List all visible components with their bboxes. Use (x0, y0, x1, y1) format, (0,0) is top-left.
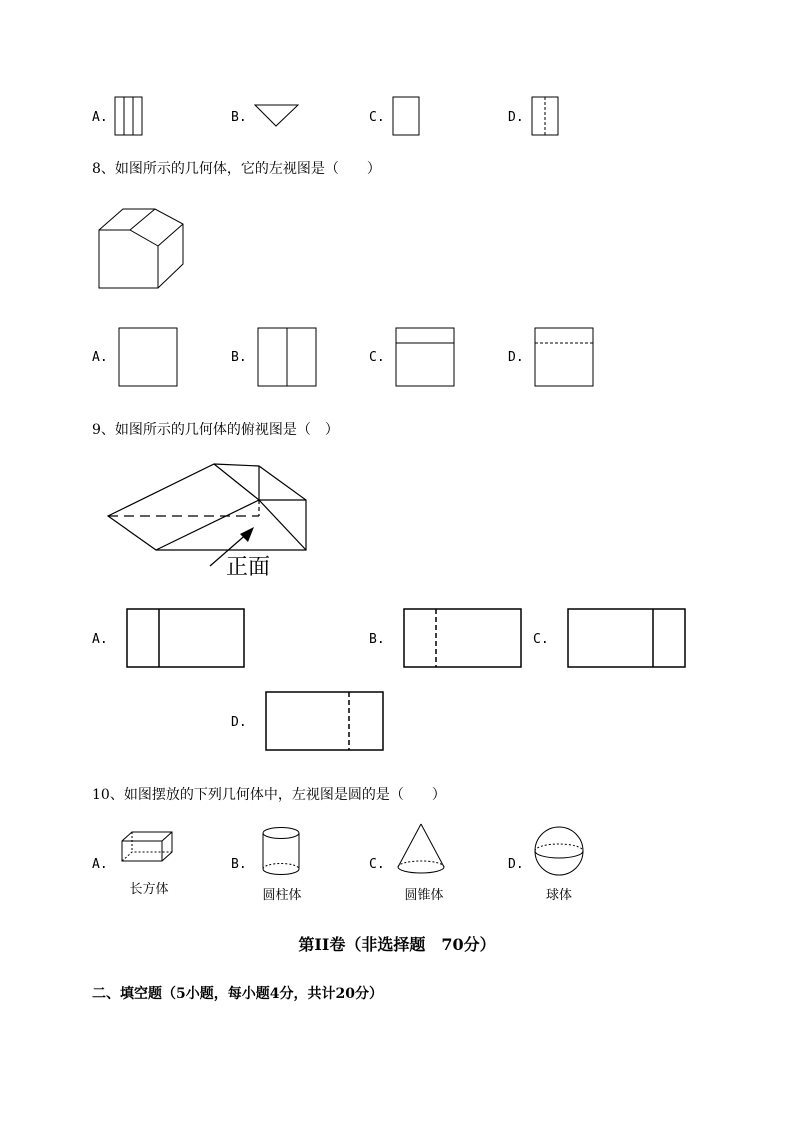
q10-caption-cone: 圆锥体 (404, 888, 444, 903)
q8-option-a-label[interactable]: A. (92, 350, 108, 365)
q9-option-b-figure (403, 608, 523, 670)
q9-option-d-figure (265, 691, 385, 753)
q9-option-a-label[interactable]: A. (92, 632, 108, 647)
q8-option-a-figure (118, 327, 180, 389)
q8-text: 8、如图所示的几何体，它的左视图是（ ） (92, 161, 381, 177)
q9-text: 9、如图所示的几何体的俯视图是（ ） (92, 422, 339, 438)
q8-option-c-figure (395, 327, 457, 389)
q10-option-a-label[interactable]: A. (92, 857, 108, 872)
q9-solid-figure (104, 460, 310, 552)
q9-option-b-label[interactable]: B. (369, 632, 385, 647)
q8-option-c-label[interactable]: C. (369, 350, 385, 365)
fill-in-section-heading: 二、填空题（5小题，每小题4分，共计20分） (92, 986, 383, 1002)
q8-option-d-figure (534, 327, 596, 389)
q9-option-c-label[interactable]: C. (533, 632, 549, 647)
q10-text: 10、如图摆放的下列几何体中，左视图是圆的是（ ） (92, 787, 446, 803)
q9-option-c-figure (567, 608, 687, 670)
q10-sphere-figure (534, 826, 586, 878)
q8-option-b-figure (257, 327, 319, 389)
part2-title: 第II卷（非选择题 70分） (298, 935, 496, 954)
q10-option-c-label[interactable]: C. (369, 857, 385, 872)
q7-option-d-figure (531, 96, 561, 138)
q10-caption-cuboid: 长方体 (129, 882, 169, 897)
q7-option-a-label[interactable]: A. (92, 110, 108, 125)
q10-cylinder-figure (261, 826, 301, 878)
q10-caption-sphere: 球体 (545, 888, 572, 903)
q8-solid-figure (96, 206, 188, 294)
q7-option-a-figure (114, 96, 146, 138)
q8-option-d-label[interactable]: D. (508, 350, 524, 365)
q9-front-label: 正面 (226, 555, 271, 580)
q7-option-b-figure (254, 104, 300, 128)
q7-option-c-label[interactable]: C. (369, 110, 385, 125)
q10-cone-figure (396, 822, 448, 878)
q9-option-a-figure (126, 608, 246, 670)
q7-option-c-figure (392, 96, 422, 138)
q10-cuboid-figure (120, 830, 176, 864)
q10-option-d-label[interactable]: D. (508, 857, 524, 872)
q7-option-b-label[interactable]: B. (231, 110, 247, 125)
q10-caption-cylinder: 圆柱体 (262, 888, 302, 903)
q8-option-b-label[interactable]: B. (231, 350, 247, 365)
q10-option-b-label[interactable]: B. (231, 857, 247, 872)
q9-option-d-label[interactable]: D. (231, 715, 247, 730)
q7-option-d-label[interactable]: D. (508, 110, 524, 125)
